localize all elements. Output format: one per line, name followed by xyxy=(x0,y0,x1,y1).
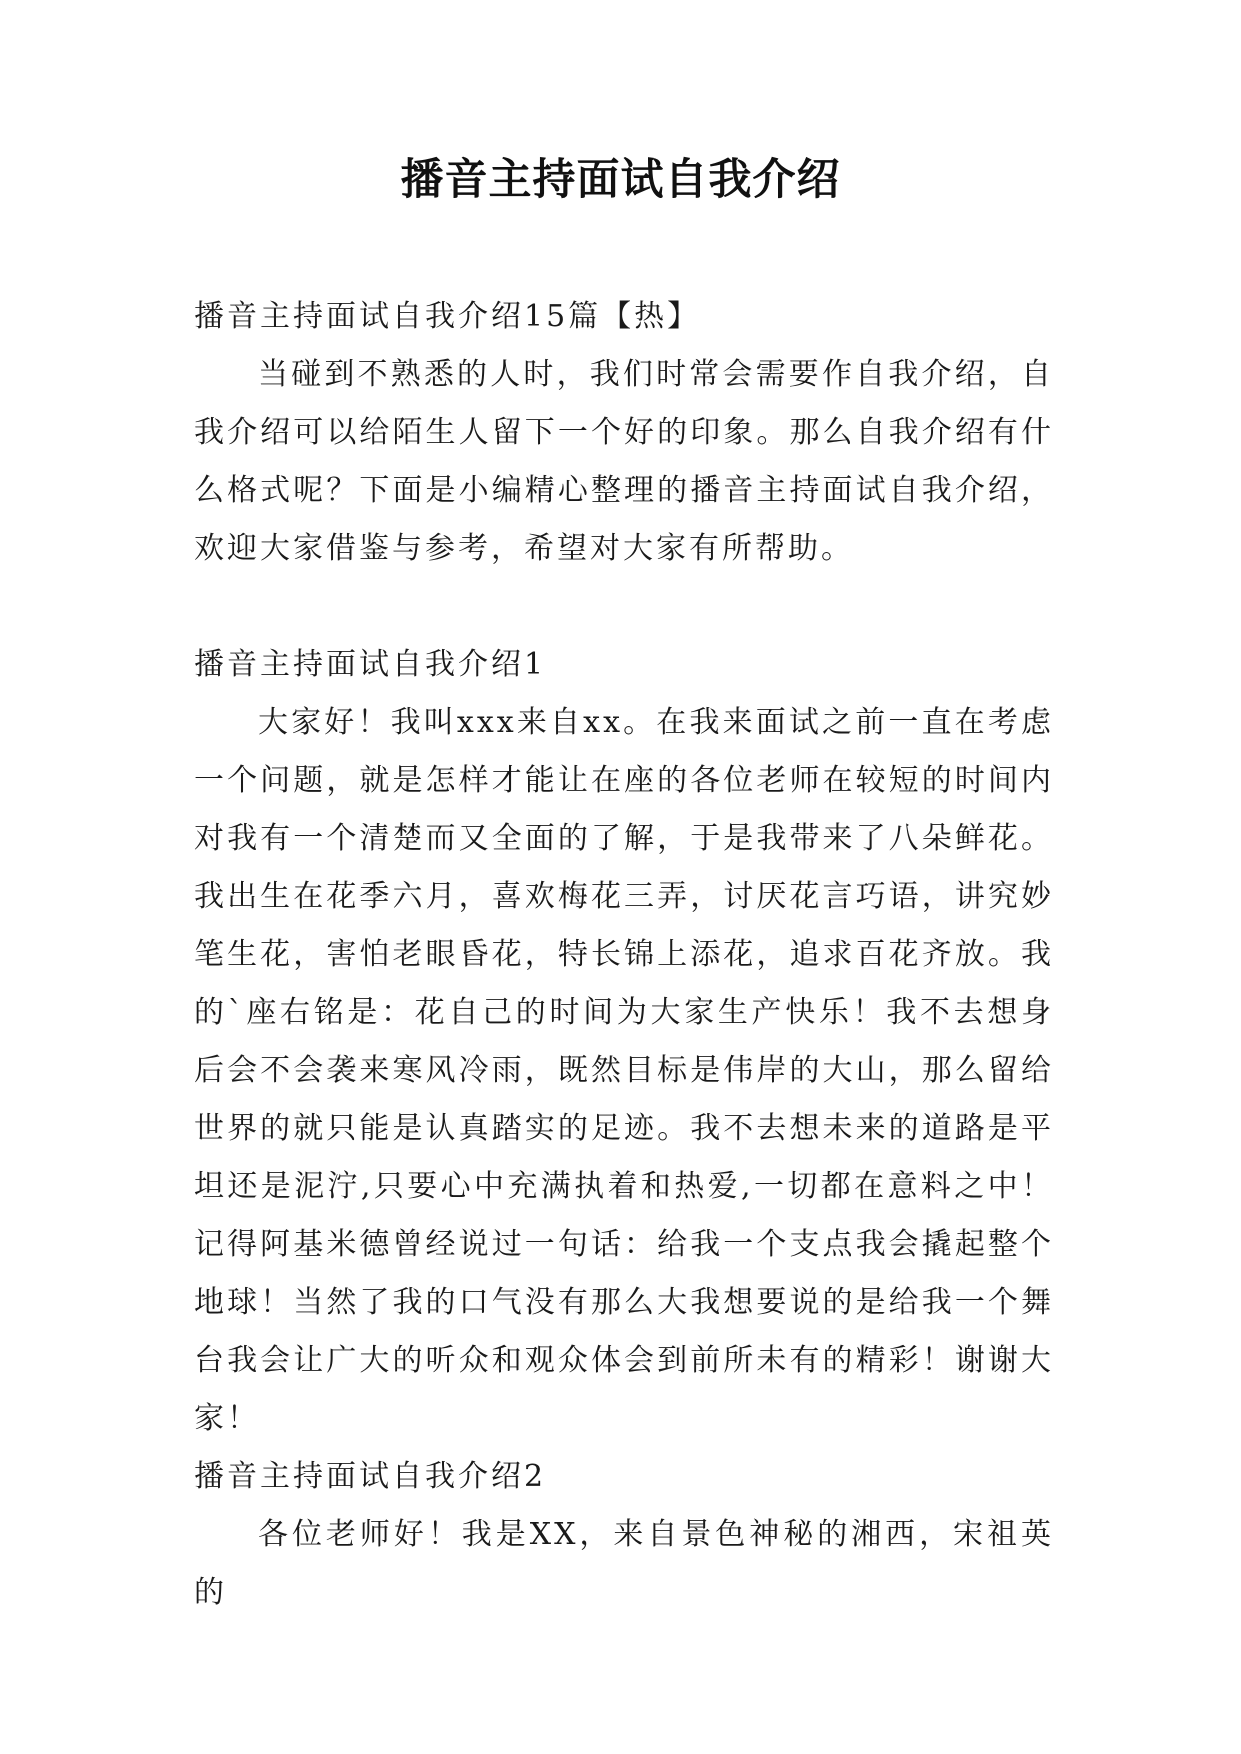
document-body xyxy=(194,288,1054,1622)
section-paragraph-2: 各位老师好！我是XX，来自景色神秘的湘西，宋祖英的 xyxy=(194,1517,1054,1610)
intro-paragraph: 当碰到不熟悉的人时，我们时常会需要作自我介绍，自我介绍可以给陌生人留下一个好的印象。那么自我介绍有什么格式呢？下面是小编精心整理的播音主持面试自我介绍，欢迎大家借鉴与参考，希望对大家有所帮助。 xyxy=(194,357,1054,566)
document-title: 播音主持面试自我介绍 xyxy=(400,155,841,205)
paragraph-spacer xyxy=(194,578,1054,636)
section-paragraph-1: 大家好！我叫xxx来自xx。在我来面试之前一直在考虑一个问题，就是怎样才能让在座的各位老师在较短的时间内对我有一个清楚而又全面的了解，于是我带来了八朵鲜花。我出生在花季六月，喜欢梅花三弄，讨厌花言巧语，讲究妙笔生花，害怕老眼昏花，特长锦上添花，追求百花齐放。我的`座右铭是：花自己的时间为大家生产快乐！我不去想身后会不会袭来寒风冷雨，既然目标是伟岸的大山，那么留给世界的就只能是认真踏实的足迹。我不去想未来的道路是平坦还是泥泞,只要心中充满执着和热爱,一切都在意料之中！记得阿基米德曾经说过一句话：给我一个支点我会撬起整个地球！当然了我的口气没有那么大我想要说的是给我一个舞台我会让广大的听众和观众体会到前所未有的精彩！谢谢大家！ xyxy=(194,705,1054,1436)
section-heading-1: 播音主持面试自我介绍1 xyxy=(194,647,547,682)
document-subtitle: 播音主持面试自我介绍15篇【热】 xyxy=(194,299,701,334)
section-heading-2: 播音主持面试自我介绍2 xyxy=(194,1459,547,1494)
